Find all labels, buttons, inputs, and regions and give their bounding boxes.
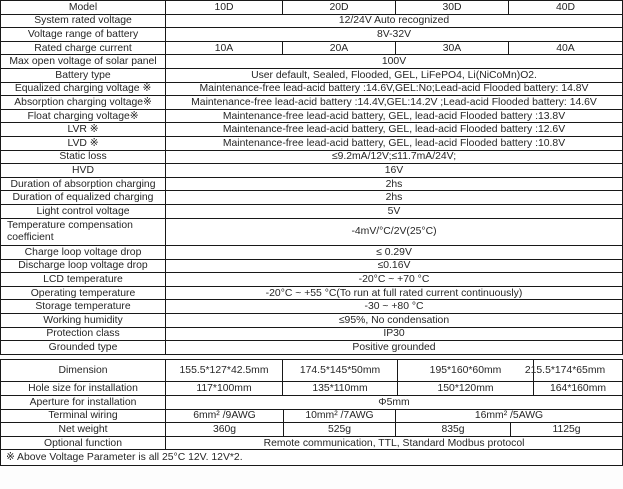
row-lcd-temperature <box>1 273 622 287</box>
cell-model-20d: 20D <box>283 1 396 14</box>
value-lcd-temperature: -20°C ~ +70 °C <box>358 273 430 285</box>
row-dimension <box>1 360 622 382</box>
cell-model-40d: 40D <box>555 1 576 13</box>
row-voltage-range <box>1 28 622 42</box>
row-duration-absorption <box>1 178 622 192</box>
label-float-charging-voltage: Float charging voltage※ <box>1 110 166 123</box>
value-float-charging-voltage: Maintenance-free lead-acid battery, GEL, lead-acid Flooded battery :13.8V <box>222 110 566 122</box>
label-storage-temperature: Storage temperature <box>1 300 166 313</box>
label-equalized-charging-voltage: Equalized charging voltage ※ <box>1 83 166 96</box>
label-duration-equalized: Duration of equalized charging <box>1 191 166 204</box>
label-static-loss: Static loss <box>1 151 166 164</box>
row-aperture <box>1 396 622 410</box>
value-light-control-voltage: 5V <box>387 205 401 217</box>
row-storage-temperature <box>1 300 622 314</box>
label-voltage-range: Voltage range of battery <box>1 28 166 41</box>
cell-hole-40d: 164*160mm <box>549 383 607 395</box>
row-hvd <box>1 164 622 178</box>
row-rated-charge-current <box>1 42 622 56</box>
label-duration-absorption: Duration of absorption charging <box>1 178 166 191</box>
row-operating-temperature <box>1 287 622 301</box>
row-hole-size <box>1 382 622 396</box>
row-grounded-type <box>1 341 622 354</box>
row-battery-type <box>1 69 622 83</box>
label-temp-compensation: Temperature compensation coefficient <box>1 219 166 246</box>
label-discharge-loop-drop: Discharge loop voltage drop <box>1 260 166 273</box>
value-duration-absorption: 2hs <box>385 178 403 190</box>
row-terminal-wiring <box>1 410 622 424</box>
label-terminal-wiring: Terminal wiring <box>1 410 166 423</box>
value-absorption-charging-voltage: Maintenance-free lead-acid battery :14.4V,GEL:14.2V ;Lead-acid Flooded battery: 14.6V <box>191 96 597 108</box>
cell-dimension-30d: 195*160*60mm <box>398 360 534 381</box>
row-net-weight <box>1 423 622 437</box>
cell-current-20a: 20A <box>283 42 396 55</box>
row-lvd <box>1 137 622 151</box>
cell-weight-40d: 1125g <box>552 423 581 435</box>
cell-wiring-20d: 10mm² /7AWG <box>284 410 396 423</box>
label-operating-temperature: Operating temperature <box>1 287 166 300</box>
row-footnote <box>1 450 622 465</box>
cell-hole-10d: 117*100mm <box>166 382 283 395</box>
footnote-text: ※ Above Voltage Parameter is all 25°C 12V. 12V*2. <box>6 452 243 464</box>
label-hole-size: Hole size for installation <box>1 382 166 395</box>
cell-weight-20d: 525g <box>284 423 396 436</box>
value-static-loss: ≤9.2mA/12V;≤11.7mA/24V; <box>331 151 457 163</box>
cell-model-10d: 10D <box>166 1 283 14</box>
cell-dimension-10d: 155.5*127*42.5mm <box>166 360 283 381</box>
cell-wiring-30d-40d: 16mm² /5AWG <box>474 410 544 422</box>
cell-current-10a: 10A <box>166 42 283 55</box>
label-protection-class: Protection class <box>1 328 166 341</box>
label-dimension: Dimension <box>1 360 166 381</box>
label-charge-loop-drop: Charge loop voltage drop <box>1 246 166 259</box>
row-charge-loop-drop <box>1 246 622 260</box>
row-equalized-charging-voltage <box>1 83 622 97</box>
label-rated-charge-current: Rated charge current <box>1 42 166 55</box>
row-protection-class <box>1 328 622 342</box>
cell-weight-10d: 360g <box>166 423 284 436</box>
value-charge-loop-drop: ≤ 0.29V <box>376 246 412 258</box>
label-max-open-voltage: Max open voltage of solar panel <box>1 55 166 68</box>
label-lvd: LVD ※ <box>1 137 166 150</box>
label-aperture: Aperture for installation <box>1 396 166 409</box>
cell-weight-30d: 835g <box>396 423 511 436</box>
value-lvd: Maintenance-free lead-acid battery, GEL, lead-acid Flooded battery :10.8V <box>222 137 566 149</box>
row-static-loss <box>1 151 622 165</box>
dimension-40d-text: 215.5*174*65mm <box>524 365 606 377</box>
value-aperture: Φ5mm <box>378 396 410 408</box>
value-duration-equalized: 2hs <box>385 192 403 204</box>
value-storage-temperature: -30 ~ +80 °C <box>364 301 424 313</box>
label-system-rated-voltage: System rated voltage <box>1 15 166 28</box>
value-system-rated-voltage: 12/24V Auto recognized <box>338 15 450 27</box>
value-hvd: 16V <box>384 164 404 176</box>
row-discharge-loop-drop <box>1 260 622 274</box>
value-equalized-charging-voltage: Maintenance-free lead-acid battery :14.6V,GEL:No;Lead-acid Flooded battery: 14.8V <box>199 83 589 95</box>
label-lcd-temperature: LCD temperature <box>1 273 166 286</box>
value-working-humidity: ≤95%, No condensation <box>338 314 450 326</box>
cell-hole-20d: 135*110mm <box>283 382 398 395</box>
label-hvd: HVD <box>1 164 166 177</box>
cell-wiring-10d: 6mm² /9AWG <box>166 410 284 423</box>
label-model: Model <box>1 1 166 14</box>
row-model <box>1 1 622 15</box>
label-battery-type: Battery type <box>1 69 166 82</box>
cell-dimension-40d <box>524 360 622 381</box>
row-float-charging-voltage <box>1 110 622 124</box>
row-working-humidity <box>1 314 622 328</box>
value-grounded-type: Positive grounded <box>352 341 436 353</box>
spec-table-physical <box>0 359 623 466</box>
label-light-control-voltage: Light control voltage <box>1 205 166 218</box>
cell-current-40a: 40A <box>556 42 575 54</box>
label-working-humidity: Working humidity <box>1 314 166 327</box>
cell-dimension-20d: 174.5*145*50mm <box>283 360 398 381</box>
row-lvr <box>1 123 622 137</box>
value-protection-class: IP30 <box>383 328 405 340</box>
row-light-control-voltage <box>1 205 622 219</box>
row-system-rated-voltage <box>1 15 622 29</box>
value-discharge-loop-drop: ≤0.16V <box>377 260 411 272</box>
row-duration-equalized <box>1 191 622 205</box>
value-battery-type: User default, Sealed, Flooded, GEL, LiFePO4, Li(NiCoMn)O2. <box>251 69 537 81</box>
value-operating-temperature: -20°C ~ +55 °C(To run at full rated current continuously) <box>265 287 523 299</box>
cell-current-30a: 30A <box>396 42 509 55</box>
row-max-open-voltage <box>1 55 622 69</box>
label-net-weight: Net weight <box>1 423 166 436</box>
value-temp-compensation: -4mV/°C/2V(25°C) <box>351 226 437 238</box>
value-max-open-voltage: 100V <box>381 56 407 68</box>
value-optional-function: Remote communication, TTL, Standard Modbus protocol <box>263 437 525 449</box>
value-lvr: Maintenance-free lead-acid battery, GEL, lead-acid Flooded battery :12.6V <box>222 124 566 136</box>
value-voltage-range: 8V-32V <box>376 28 412 40</box>
label-optional-function: Optional function <box>1 437 166 450</box>
cell-hole-30d: 150*120mm <box>398 382 534 395</box>
cell-model-30d: 30D <box>396 1 509 14</box>
label-lvr: LVR ※ <box>1 123 166 136</box>
row-absorption-charging-voltage <box>1 96 622 110</box>
row-temp-compensation <box>1 219 622 247</box>
label-absorption-charging-voltage: Absorption charging voltage※ <box>1 96 166 109</box>
label-grounded-type: Grounded type <box>1 341 166 354</box>
row-optional-function <box>1 437 622 451</box>
